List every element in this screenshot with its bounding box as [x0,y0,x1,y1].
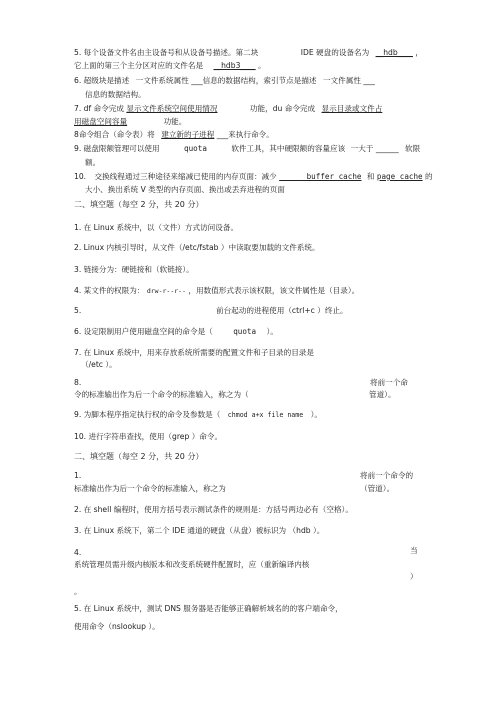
fill-7-line-1: 7. 在 Linux 系统中，用来存放系统所需要的配置文件和子目录的目录是 [74,348,314,357]
q9-text-4: 一大于 [350,144,374,153]
q8-text-2: ___来执行命令。 [216,130,274,139]
q9-text-5: ______ [375,144,399,153]
fill-6-text-2: ）。 [266,327,278,336]
q5-text-2: IDE 硬盘的设备名为 [300,48,370,57]
q10-text-3: 和 [366,172,375,181]
q7-text-2: 功能，du 命令完成 [249,104,316,113]
q10-text-1: 10. [74,172,87,181]
fill-9-text-2: ）。 [310,410,323,419]
q8-text-1: 8命令组合（命令表）将 [74,130,155,139]
fill-6-text-1: 6. 设定限制用户使用磁盘空间的命令是（ [74,327,213,336]
q5-text-5: 。 [258,61,266,70]
fill-6 [74,327,278,337]
fill-8-tail-1: 将前一个命 [370,378,408,387]
question-9-line-1 [74,144,420,154]
fill-9-text-1: 9. 为脚本程序指定执行权的命令及参数是（ [74,410,221,419]
fill-8-answer: 管道）。 [369,390,396,399]
question-6-line-1 [74,76,375,86]
fill-b1-tail: 将前一个命令的 [360,471,414,480]
question-10-line-2: 大小、换出系统 V 类型的内存页面、换出或丢弃进程的页面 [85,185,285,194]
q7-answer-3: 用磁盘空间容量 [74,117,128,126]
fill-10: 10. 进行字符串查找，使用（grep ）命令。 [74,432,223,441]
section-3-heading: 二、填空题（每空 2 分，共 20 分） [74,452,204,461]
question-8 [74,130,274,140]
question-6-line-2: 信息的数据结构。 [85,90,146,99]
fill-5 [74,306,81,316]
fill-1: 1. 在 Linux 系统中，以（文件）方式访问设备。 [74,223,239,232]
fill-b4-number: 4. [74,548,82,557]
q7-answer-2: 显示目录或文件占 [321,104,383,113]
fill-4 [74,286,359,296]
q10-answer-2: page cache [376,172,423,181]
question-5-line-2 [74,61,266,71]
q9-text-6: 软限 [405,144,421,153]
fill-b4-end: 。 [74,587,82,596]
fill-3: 3. 链接分为：硬链接和（软链接）。 [74,265,194,274]
question-7-line-2 [74,117,186,127]
q8-answer: 建立新的子进程 [161,130,215,139]
q5-text-1: 5. 每个设备文件名由主设备号和从设备号描述。第二块 [74,48,259,57]
fill-b4-close: ） [410,572,418,581]
fill-8-line-2: 令的标准输出作为后一个命令的标准输入，称之为（ [74,390,249,399]
question-7-line-1 [74,104,382,114]
q6-text-4: 一文件属性 [322,76,361,85]
fill-8-number: 8. [74,378,82,387]
fill-2: 2. Linux 内核引导时，从文件（/etc/fstab ）中读取要加载的文件系统。 [74,243,320,252]
q9-text-1: 9. 磁盘限额管理可以使用 [74,144,160,153]
fill-7-line-2: （/etc ）。 [81,360,117,369]
fill-b5-line-2: 使用命令（nslookup ）。 [74,622,160,631]
q7-text-1: 7. df 命令完成 [74,104,124,113]
q5-answer-2: __hdb3____ [213,61,256,70]
fill-b2: 2. 在 shell 编程时，使用方括号表示测试条件的规则是：方括号两边必有（空格）。 [74,505,353,514]
q5-text-4: 它上面的第三个主分区对应的文件名是 [74,61,204,70]
q7-text-3: 功能。 [163,117,187,126]
q6-text-1: 6. 超级块是描述 [74,76,130,85]
section-2-heading: 二、填空题（每空 2 分，共 20 分） [74,200,204,209]
fill-b1-answer: （管道）。 [360,484,395,493]
q5-answer-1: __hdb____ [375,48,413,57]
fill-5-text: 前台起动的进程使用（ctrl+c ）终止。 [216,306,348,315]
fill-b1-number: 1. [74,471,82,480]
fill-4-permission: drw-r--r-- [146,287,186,295]
q7-answer-1: 显示文件系统空间使用情况 [126,104,218,113]
fill-b5-line-1: 5. 在 Linux 系统中，测试 DNS 服务器是否能够正确解析域名的的客户端命令， [74,604,343,613]
q6-text-5: ___ [363,76,375,85]
fill-b4-line-2: 系统管理员需升级内核版本和改变系统硬件配置时，应（重新编译内核 [74,560,310,569]
fill-9 [74,410,322,420]
question-9-line-2: 额。 [85,158,101,167]
q10-text-4: 的 [425,172,433,181]
fill-6-answer: quota [233,327,257,336]
q6-text-3: ___信息的数据结构，索引节点是描述 [191,76,317,85]
q10-answer-1: ______buffer cache [279,172,362,181]
q5-text-3: ， [415,48,423,57]
fill-9-answer: chmod a+x file name [227,411,304,419]
question-5-line-1 [74,48,423,58]
q10-text-2: 交换线程通过三种途径来缩减已使用的内存页面：减少 [94,172,277,181]
fill-b4-tail: 当 [410,546,418,555]
q6-text-2: 一文件系统属性 [135,76,189,85]
fill-4-text-2: ，用数值形式表示该权限，该文件属性是（目录）。 [188,286,360,295]
fill-b3: 3. 在 Linux 系统下，第二个 IDE 通道的硬盘（从盘）被标识为 （hdb ）。 [74,526,325,535]
q9-text-3: 软件工具，其中硬限额的容量应该 [231,144,346,153]
question-10-line-1 [74,172,433,182]
fill-b1-line-2: 标准输出作为后一个命令的标准输入，称之为 [74,484,226,493]
fill-5-number: 5. [74,306,82,315]
fill-4-text-1: 4. 某文件的权限为： [74,286,145,295]
q9-text-2: quota [184,144,207,153]
